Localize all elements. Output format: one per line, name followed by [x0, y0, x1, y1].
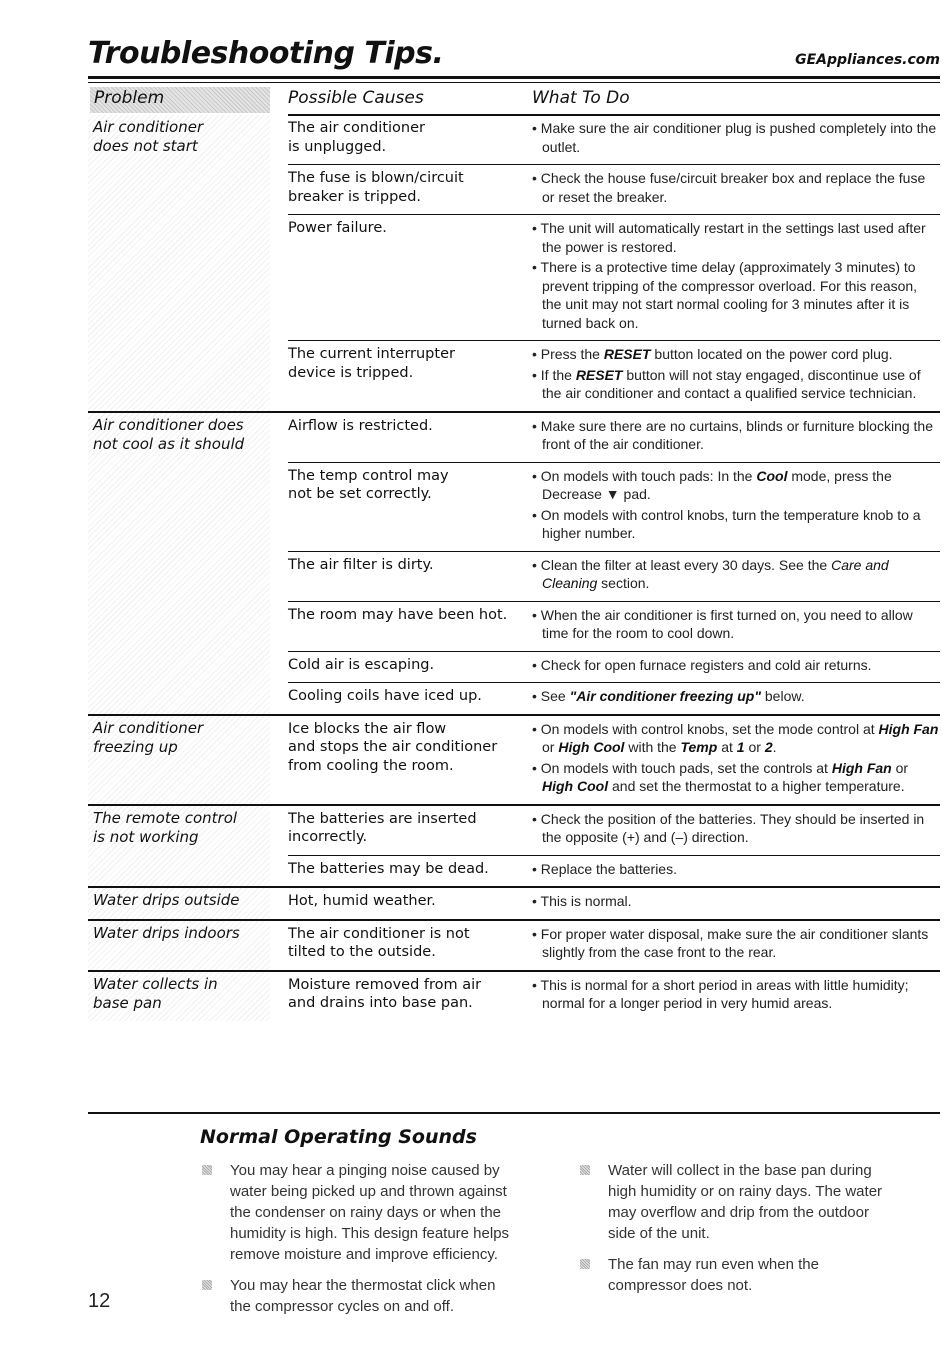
- cause-cell: [288, 467, 532, 545]
- problem-group: [88, 804, 940, 887]
- sound-text: You may hear the thermostat click when the compressor cycles on and off.: [230, 1277, 496, 1315]
- problem-line: Water drips outside: [93, 891, 240, 909]
- problem-groups: [88, 115, 940, 1021]
- todo-item: • Check for open furnace registers and cold air returns.: [532, 656, 872, 673]
- problem-cell: [88, 115, 270, 411]
- cause-cell: [288, 606, 532, 645]
- section-title: Normal Operating Sounds: [200, 1126, 477, 1148]
- table-row: [288, 551, 940, 601]
- cause-rows: [288, 921, 940, 970]
- todo-item: • Clean the filter at least every 30 days. See the Care and Cleaning section.: [532, 556, 889, 591]
- cause-line: and drains into base pan.: [288, 995, 473, 1011]
- header-rule-thin: [88, 82, 940, 83]
- cause-line: Power failure.: [288, 220, 387, 236]
- cause-line: breaker is tripped.: [288, 188, 422, 205]
- problem-line: base pan: [93, 993, 162, 1012]
- cause-line: The air conditioner: [288, 120, 425, 136]
- cause-line: The air filter is dirty.: [288, 556, 434, 573]
- problem-cell: [88, 921, 270, 970]
- sound-item: [578, 1160, 898, 1244]
- sounds-right-column: [578, 1160, 898, 1306]
- cause-cell: [288, 556, 532, 595]
- column-header-problem: Problem: [90, 87, 270, 113]
- bullet-square-icon: [580, 1165, 590, 1175]
- problem-line: does not start: [93, 137, 198, 155]
- cause-cell: [288, 345, 532, 405]
- table-row: [288, 214, 940, 340]
- todo-item: • On models with touch pads, set the controls at High Fan or High Cool and set the thermostat to a higher temperature.: [532, 759, 909, 794]
- cause-line: The air conditioner is not: [288, 925, 470, 942]
- sound-item: [578, 1254, 898, 1296]
- cause-line: and stops the air conditioner: [288, 739, 498, 755]
- table-row: [288, 972, 940, 1021]
- todo-cell: [532, 169, 940, 208]
- column-header-causes: Possible Causes: [288, 88, 424, 108]
- todo-cell: [532, 345, 940, 405]
- cause-line: incorrectly.: [288, 829, 368, 845]
- troubleshooting-table: [88, 87, 940, 1021]
- todo-cell: [532, 656, 940, 677]
- cause-line: The temp control may: [288, 467, 449, 484]
- todo-cell: [532, 892, 940, 913]
- todo-cell: [532, 467, 940, 545]
- cause-rows: [288, 972, 940, 1021]
- sound-item: [200, 1160, 520, 1265]
- cause-line: Moisture removed from air: [288, 976, 482, 993]
- cause-line: Cold air is escaping.: [288, 656, 435, 673]
- cause-line: Hot, humid weather.: [288, 893, 436, 909]
- todo-cell: [532, 810, 940, 849]
- cause-line: from cooling the room.: [288, 757, 454, 774]
- table-row: [288, 115, 940, 164]
- problem-line: Water collects in: [93, 974, 218, 993]
- cause-rows: [288, 115, 940, 411]
- todo-cell: [532, 976, 940, 1015]
- problem-group: [88, 411, 940, 714]
- cause-line: The current interrupter: [288, 346, 455, 362]
- todo-item: • On models with touch pads: In the Cool mode, press the Decrease ▼ pad.: [532, 467, 892, 502]
- table-row: [288, 888, 940, 919]
- cause-cell: [288, 687, 532, 708]
- problem-line: freezing up: [93, 737, 178, 756]
- sound-item: [200, 1275, 520, 1317]
- problem-group: [88, 886, 940, 919]
- cause-cell: [288, 656, 532, 677]
- problem-line: The remote control: [93, 808, 238, 827]
- cause-line: The fuse is blown/circuit: [288, 170, 464, 186]
- todo-cell: [532, 720, 940, 798]
- cause-cell: [288, 169, 532, 208]
- column-header-todo: What To Do: [532, 88, 630, 108]
- problem-line: Air conditioner: [93, 718, 204, 737]
- problem-cell: [88, 806, 270, 887]
- todo-cell: [532, 219, 940, 334]
- table-row: [288, 806, 940, 855]
- table-header: [88, 87, 940, 115]
- page-title: Troubleshooting Tips.: [88, 36, 444, 71]
- cause-cell: [288, 892, 532, 913]
- cause-line: is unplugged.: [288, 138, 387, 155]
- bullet-square-icon: [202, 1165, 212, 1175]
- page-number: 12: [88, 1290, 111, 1312]
- table-row: [288, 601, 940, 651]
- cause-cell: [288, 860, 532, 881]
- cause-line: tilted to the outside.: [288, 944, 436, 960]
- todo-cell: [532, 606, 940, 645]
- problem-line: Air conditioner does: [93, 415, 244, 434]
- cause-rows: [288, 888, 940, 919]
- cause-cell: [288, 219, 532, 334]
- problem-line: is not working: [93, 827, 199, 846]
- cause-rows: [288, 413, 940, 714]
- header-rule-thick: [88, 76, 940, 79]
- page-header: [88, 36, 940, 76]
- cause-line: not be set correctly.: [288, 486, 432, 502]
- todo-item: • Check the position of the batteries. They should be inserted in the opposite (+) and (–) direction.: [532, 810, 925, 845]
- table-row: [288, 651, 940, 683]
- todo-item: • Replace the batteries.: [532, 860, 677, 877]
- todo-item: • This is normal for a short period in areas with little humidity; normal for a longer period in very humid areas.: [532, 976, 909, 1011]
- bullet-square-icon: [580, 1259, 590, 1269]
- problem-group: [88, 919, 940, 970]
- problem-cell: [88, 716, 270, 804]
- problem-group: [88, 970, 940, 1021]
- problem-cell: [88, 972, 270, 1021]
- problem-cell: [88, 888, 270, 919]
- todo-item: • See "Air conditioner freezing up" below.: [532, 688, 805, 704]
- todo-item: • If the RESET button will not stay engaged, discontinue use of the air conditioner and contact a qualified service technician.: [532, 366, 921, 401]
- table-row: [288, 413, 940, 462]
- cause-rows: [288, 806, 940, 887]
- cause-line: Ice blocks the air flow: [288, 720, 447, 737]
- problem-group: [88, 115, 940, 411]
- table-row: [288, 340, 940, 411]
- todo-item: • The unit will automatically restart in the settings last used after the power is restored.: [532, 220, 926, 255]
- website-label: GEAppliances.com: [795, 52, 940, 68]
- sound-text: Water will collect in the base pan during high humidity or on rainy days. The water may overflow and drip from the outdoor side of the unit.: [608, 1162, 883, 1242]
- sound-text: You may hear a pinging noise caused by water being picked up and thrown against the condenser on rainy days or when the humidity is high. This design feature helps remove moisture and improve efficiency.: [230, 1162, 510, 1263]
- cause-cell: [288, 417, 532, 456]
- table-row: [288, 462, 940, 551]
- todo-cell: [532, 119, 940, 158]
- table-row: [288, 921, 940, 970]
- cause-line: device is tripped.: [288, 364, 414, 381]
- cause-cell: [288, 976, 532, 1015]
- todo-item: • Check the house fuse/circuit breaker box and replace the fuse or reset the breaker.: [532, 170, 926, 205]
- cause-line: Airflow is restricted.: [288, 417, 433, 434]
- cause-line: The batteries may be dead.: [288, 860, 489, 877]
- problem-line: not cool as it should: [93, 434, 245, 453]
- problem-line: Air conditioner: [93, 118, 204, 136]
- todo-item: • For proper water disposal, make sure the air conditioner slants slightly from the case front to the rear.: [532, 925, 929, 960]
- todo-item: • This is normal.: [532, 893, 632, 909]
- todo-cell: [532, 925, 940, 964]
- todo-cell: [532, 687, 940, 708]
- cause-cell: [288, 119, 532, 158]
- problem-group: [88, 714, 940, 804]
- todo-item: • Press the RESET button located on the power cord plug.: [532, 346, 893, 362]
- table-row: [288, 682, 940, 714]
- problem-cell: [88, 413, 270, 714]
- sounds-left-column: [200, 1160, 520, 1327]
- table-row: [288, 164, 940, 214]
- todo-item: • On models with control knobs, turn the temperature knob to a higher number.: [532, 506, 921, 541]
- todo-item: • There is a protective time delay (approximately 3 minutes) to prevent tripping of the compressor overload. For this reason, the unit may not start normal cooling for 3 minutes after it is turned back on.: [532, 259, 918, 331]
- cause-line: The room may have been hot.: [288, 606, 508, 623]
- todo-item: • When the air conditioner is first turned on, you need to allow time for the room to cool down.: [532, 606, 913, 641]
- cause-cell: [288, 810, 532, 849]
- todo-item: • On models with control knobs, set the mode control at High Fan or High Cool with the Temp at 1 or 2.: [532, 720, 939, 755]
- problem-line: Water drips indoors: [93, 923, 240, 942]
- todo-item: • Make sure the air conditioner plug is pushed completely into the outlet.: [532, 120, 937, 155]
- cause-cell: [288, 720, 532, 798]
- bullet-square-icon: [202, 1280, 212, 1290]
- sound-text: The fan may run even when the compressor does not.: [608, 1256, 819, 1294]
- todo-cell: [532, 860, 940, 881]
- todo-cell: [532, 417, 940, 456]
- cause-line: Cooling coils have iced up.: [288, 688, 482, 704]
- table-row: [288, 855, 940, 887]
- cause-cell: [288, 925, 532, 964]
- todo-cell: [532, 556, 940, 595]
- todo-item: • Make sure there are no curtains, blinds or furniture blocking the front of the air conditioner.: [532, 417, 933, 452]
- cause-line: The batteries are inserted: [288, 810, 477, 827]
- table-row: [288, 716, 940, 804]
- section-rule: [88, 1112, 940, 1114]
- cause-rows: [288, 716, 940, 804]
